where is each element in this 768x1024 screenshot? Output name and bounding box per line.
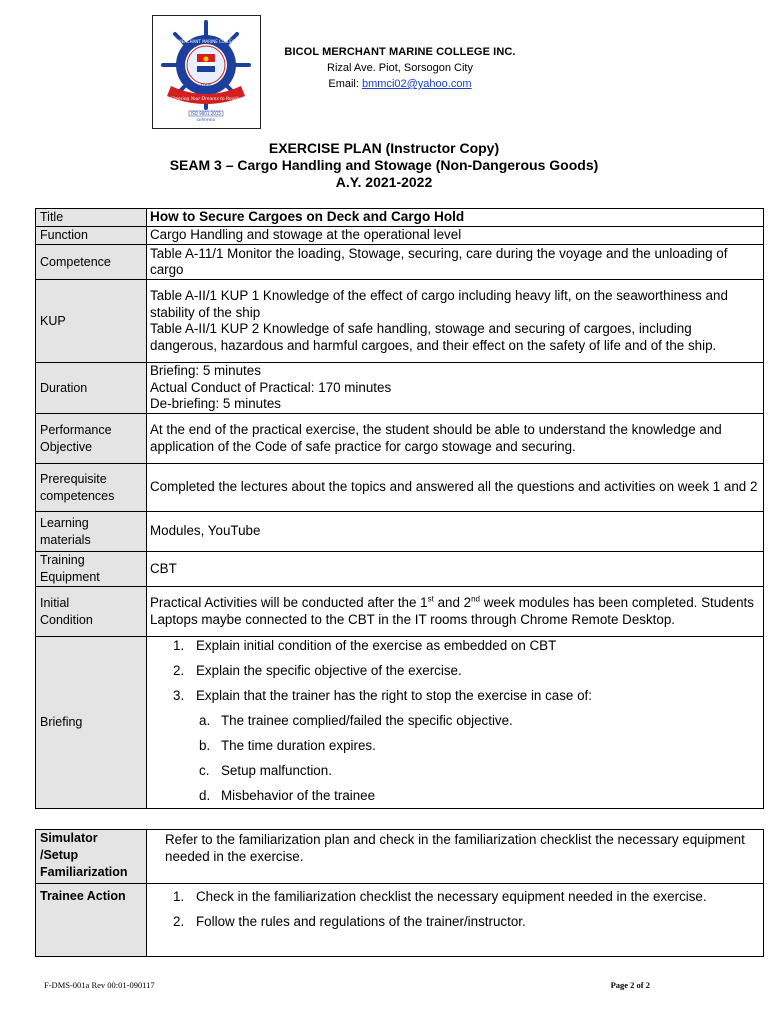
- learning-materials-label: [36, 512, 147, 552]
- function-label: Function: [36, 227, 147, 245]
- briefing-step: [173, 633, 760, 658]
- training-label-line1: Training: [40, 553, 85, 567]
- step-number: 1.: [173, 889, 185, 904]
- trainee-action-step: [173, 909, 760, 934]
- competence-value: Table A-11/1 Monitor the loading, Stowage, securing, care during the voyage and the unloading of cargo: [147, 245, 764, 280]
- competence-label: Competence: [36, 245, 147, 280]
- footer-doc-code: F-DMS-001a Rev 00:01-090117: [44, 980, 155, 990]
- row-learning-materials: [36, 512, 764, 552]
- kup-label: KUP: [36, 280, 147, 363]
- learning-label-line2: materials: [40, 532, 91, 547]
- briefing-sub-step: [199, 783, 760, 808]
- duration-practical: Actual Conduct of Practical: 170 minutes: [150, 379, 392, 395]
- function-value: Cargo Handling and stowage at the operational level: [147, 227, 764, 245]
- duration-debriefing: De-briefing: 5 minutes: [150, 396, 281, 412]
- college-name: BICOL MERCHANT MARINE COLLEGE INC.: [284, 46, 516, 58]
- briefing-step: [173, 683, 760, 708]
- performance-objective-label: [36, 414, 147, 464]
- logo-ring-text: BICOL MERCHANT MARINE COLLEGE INC.: [164, 39, 248, 44]
- duration-briefing: Briefing: 5 minutes: [150, 363, 261, 379]
- step-number: 1.: [173, 638, 185, 653]
- row-competence: [36, 245, 764, 280]
- row-kup: [36, 280, 764, 363]
- prerequisite-value: Completed the lectures about the topics and answered all the questions and activities on week 1 and 2: [147, 464, 764, 512]
- step-text: Explain that the trainer has the right to stop the exercise in case of:: [196, 688, 592, 703]
- logo-year: 1995: [200, 84, 212, 89]
- email-link[interactable]: bmmci02@yahoo.com: [362, 78, 472, 90]
- sub-step-text: Misbehavior of the trainee: [221, 788, 376, 803]
- prerequisite-label: [36, 464, 147, 512]
- step-text: Follow the rules and regulations of the trainer/instructor.: [196, 914, 526, 929]
- college-header: [270, 44, 530, 92]
- logo-motto: Steering Your Dreams to Reality: [170, 97, 242, 102]
- initial-text-c: week modules has been completed. Students Laptops maybe connected to the CBT in the IT rooms through Chrome Remote Desktop.: [150, 595, 754, 627]
- row-briefing: [36, 637, 764, 809]
- duration-label: Duration: [36, 363, 147, 414]
- sim-label-line1: Simulator: [40, 831, 98, 845]
- initial-sup-st: st: [427, 594, 434, 604]
- performance-label-line1: Performance: [40, 422, 112, 437]
- simulator-setup-value: Refer to the familiarization plan and check in the familiarization checklist the necessary equipment needed in the exercise.: [147, 830, 764, 884]
- briefing-sub-step: [199, 758, 760, 783]
- title-label: Title: [36, 209, 147, 227]
- duration-value: [147, 363, 764, 414]
- row-training-equipment: [36, 552, 764, 587]
- trainee-action-step: [173, 884, 760, 909]
- college-seal-logo: [153, 16, 260, 128]
- sim-label-line2: /Setup: [40, 848, 79, 862]
- college-email-line: [270, 76, 530, 92]
- academic-year: A.Y. 2021-2022: [335, 174, 433, 190]
- briefing-value: [147, 637, 764, 809]
- trainee-action-steps: [150, 884, 760, 934]
- step-number: 2.: [173, 914, 185, 929]
- step-text: Check in the familiarization checklist the necessary equipment needed in the exercise.: [196, 889, 707, 904]
- initial-label-line2: Condition: [40, 612, 93, 627]
- title-value: How to Secure Cargoes on Deck and Cargo Hold: [147, 209, 764, 227]
- sub-step-letter: d.: [199, 788, 211, 803]
- row-simulator-setup: [36, 830, 764, 884]
- step-number: 3.: [173, 688, 185, 703]
- familiarization-table: [35, 829, 764, 957]
- sub-step-letter: c.: [199, 763, 210, 778]
- row-title: [36, 209, 764, 227]
- learning-label-line1: Learning: [40, 515, 89, 530]
- training-label-line2: Equipment: [40, 570, 100, 584]
- briefing-sub-step: [199, 708, 760, 733]
- email-label: Email:: [328, 78, 359, 90]
- prerequisite-label-line1: Prerequisite: [40, 471, 107, 486]
- sub-step-letter: b.: [199, 738, 211, 753]
- sim-label-line3: Familiarization: [40, 865, 128, 879]
- logo-certified: CERTIFIED: [196, 118, 216, 122]
- learning-materials-value: Modules, YouTube: [147, 512, 764, 552]
- row-initial-condition: [36, 587, 764, 637]
- initial-condition-label: [36, 587, 147, 637]
- initial-text-a: Practical Activities will be conducted after the 1: [150, 595, 428, 610]
- performance-label-line2: Objective: [40, 439, 93, 454]
- trainee-action-value: [147, 884, 764, 957]
- row-prerequisite: [36, 464, 764, 512]
- college-logo-frame: [152, 15, 261, 129]
- sub-step-letter: a.: [199, 713, 211, 728]
- kup-item-2: Table A-II/1 KUP 2 Knowledge of safe handling, stowage and securing of cargoes, including dangerous, hazardous and harmful cargoes, and their effect on the safety of life and of the ship.: [150, 321, 717, 353]
- briefing-step: [173, 658, 760, 683]
- sub-step-text: Setup malfunction.: [221, 763, 332, 778]
- sub-step-text: The time duration expires.: [221, 738, 376, 753]
- briefing-sub-step: [199, 733, 760, 758]
- doc-title: EXERCISE PLAN (Instructor Copy): [268, 140, 500, 156]
- step-number: 2.: [173, 663, 185, 678]
- prerequisite-label-line2: competences: [40, 488, 115, 503]
- step-text: Explain the specific objective of the exercise.: [196, 663, 462, 678]
- initial-label-line1: Initial: [40, 595, 70, 610]
- initial-condition-value: [147, 587, 764, 637]
- sub-step-text: The trainee complied/failed the specific objective.: [221, 713, 513, 728]
- initial-sup-nd: nd: [471, 594, 480, 604]
- exercise-plan-table: [35, 208, 764, 809]
- row-duration: [36, 363, 764, 414]
- kup-value: [147, 280, 764, 363]
- kup-item-1: Table A-II/1 KUP 1 Knowledge of the effect of cargo including heavy lift, on the seaworthiness and stability of the ship: [150, 288, 728, 320]
- row-trainee-action: [36, 884, 764, 957]
- step-text: Explain initial condition of the exercise as embedded on CBT: [196, 638, 557, 653]
- training-equipment-value: CBT: [147, 552, 764, 587]
- performance-objective-value: At the end of the practical exercise, the student should be able to understand the knowledge and application of the Code of safe practice for cargo stowage and securing.: [147, 414, 764, 464]
- trainee-action-label: Trainee Action: [36, 884, 147, 957]
- row-performance-objective: [36, 414, 764, 464]
- document-titles: [0, 140, 768, 191]
- footer-page-number: Page 2 of 2: [610, 980, 650, 990]
- logo-iso: ISO 9001:2015: [191, 111, 221, 116]
- briefing-sub-steps: [150, 708, 760, 808]
- briefing-label: Briefing: [36, 637, 147, 809]
- college-address: Rizal Ave. Piot, Sorsogon City: [327, 62, 473, 74]
- initial-text-b: and 2: [433, 595, 472, 610]
- training-equipment-label: [36, 552, 147, 587]
- row-function: [36, 227, 764, 245]
- simulator-setup-label: [36, 830, 147, 884]
- briefing-steps: [150, 633, 760, 708]
- course-title: SEAM 3 – Cargo Handling and Stowage (Non-Dangerous Goods): [169, 157, 599, 173]
